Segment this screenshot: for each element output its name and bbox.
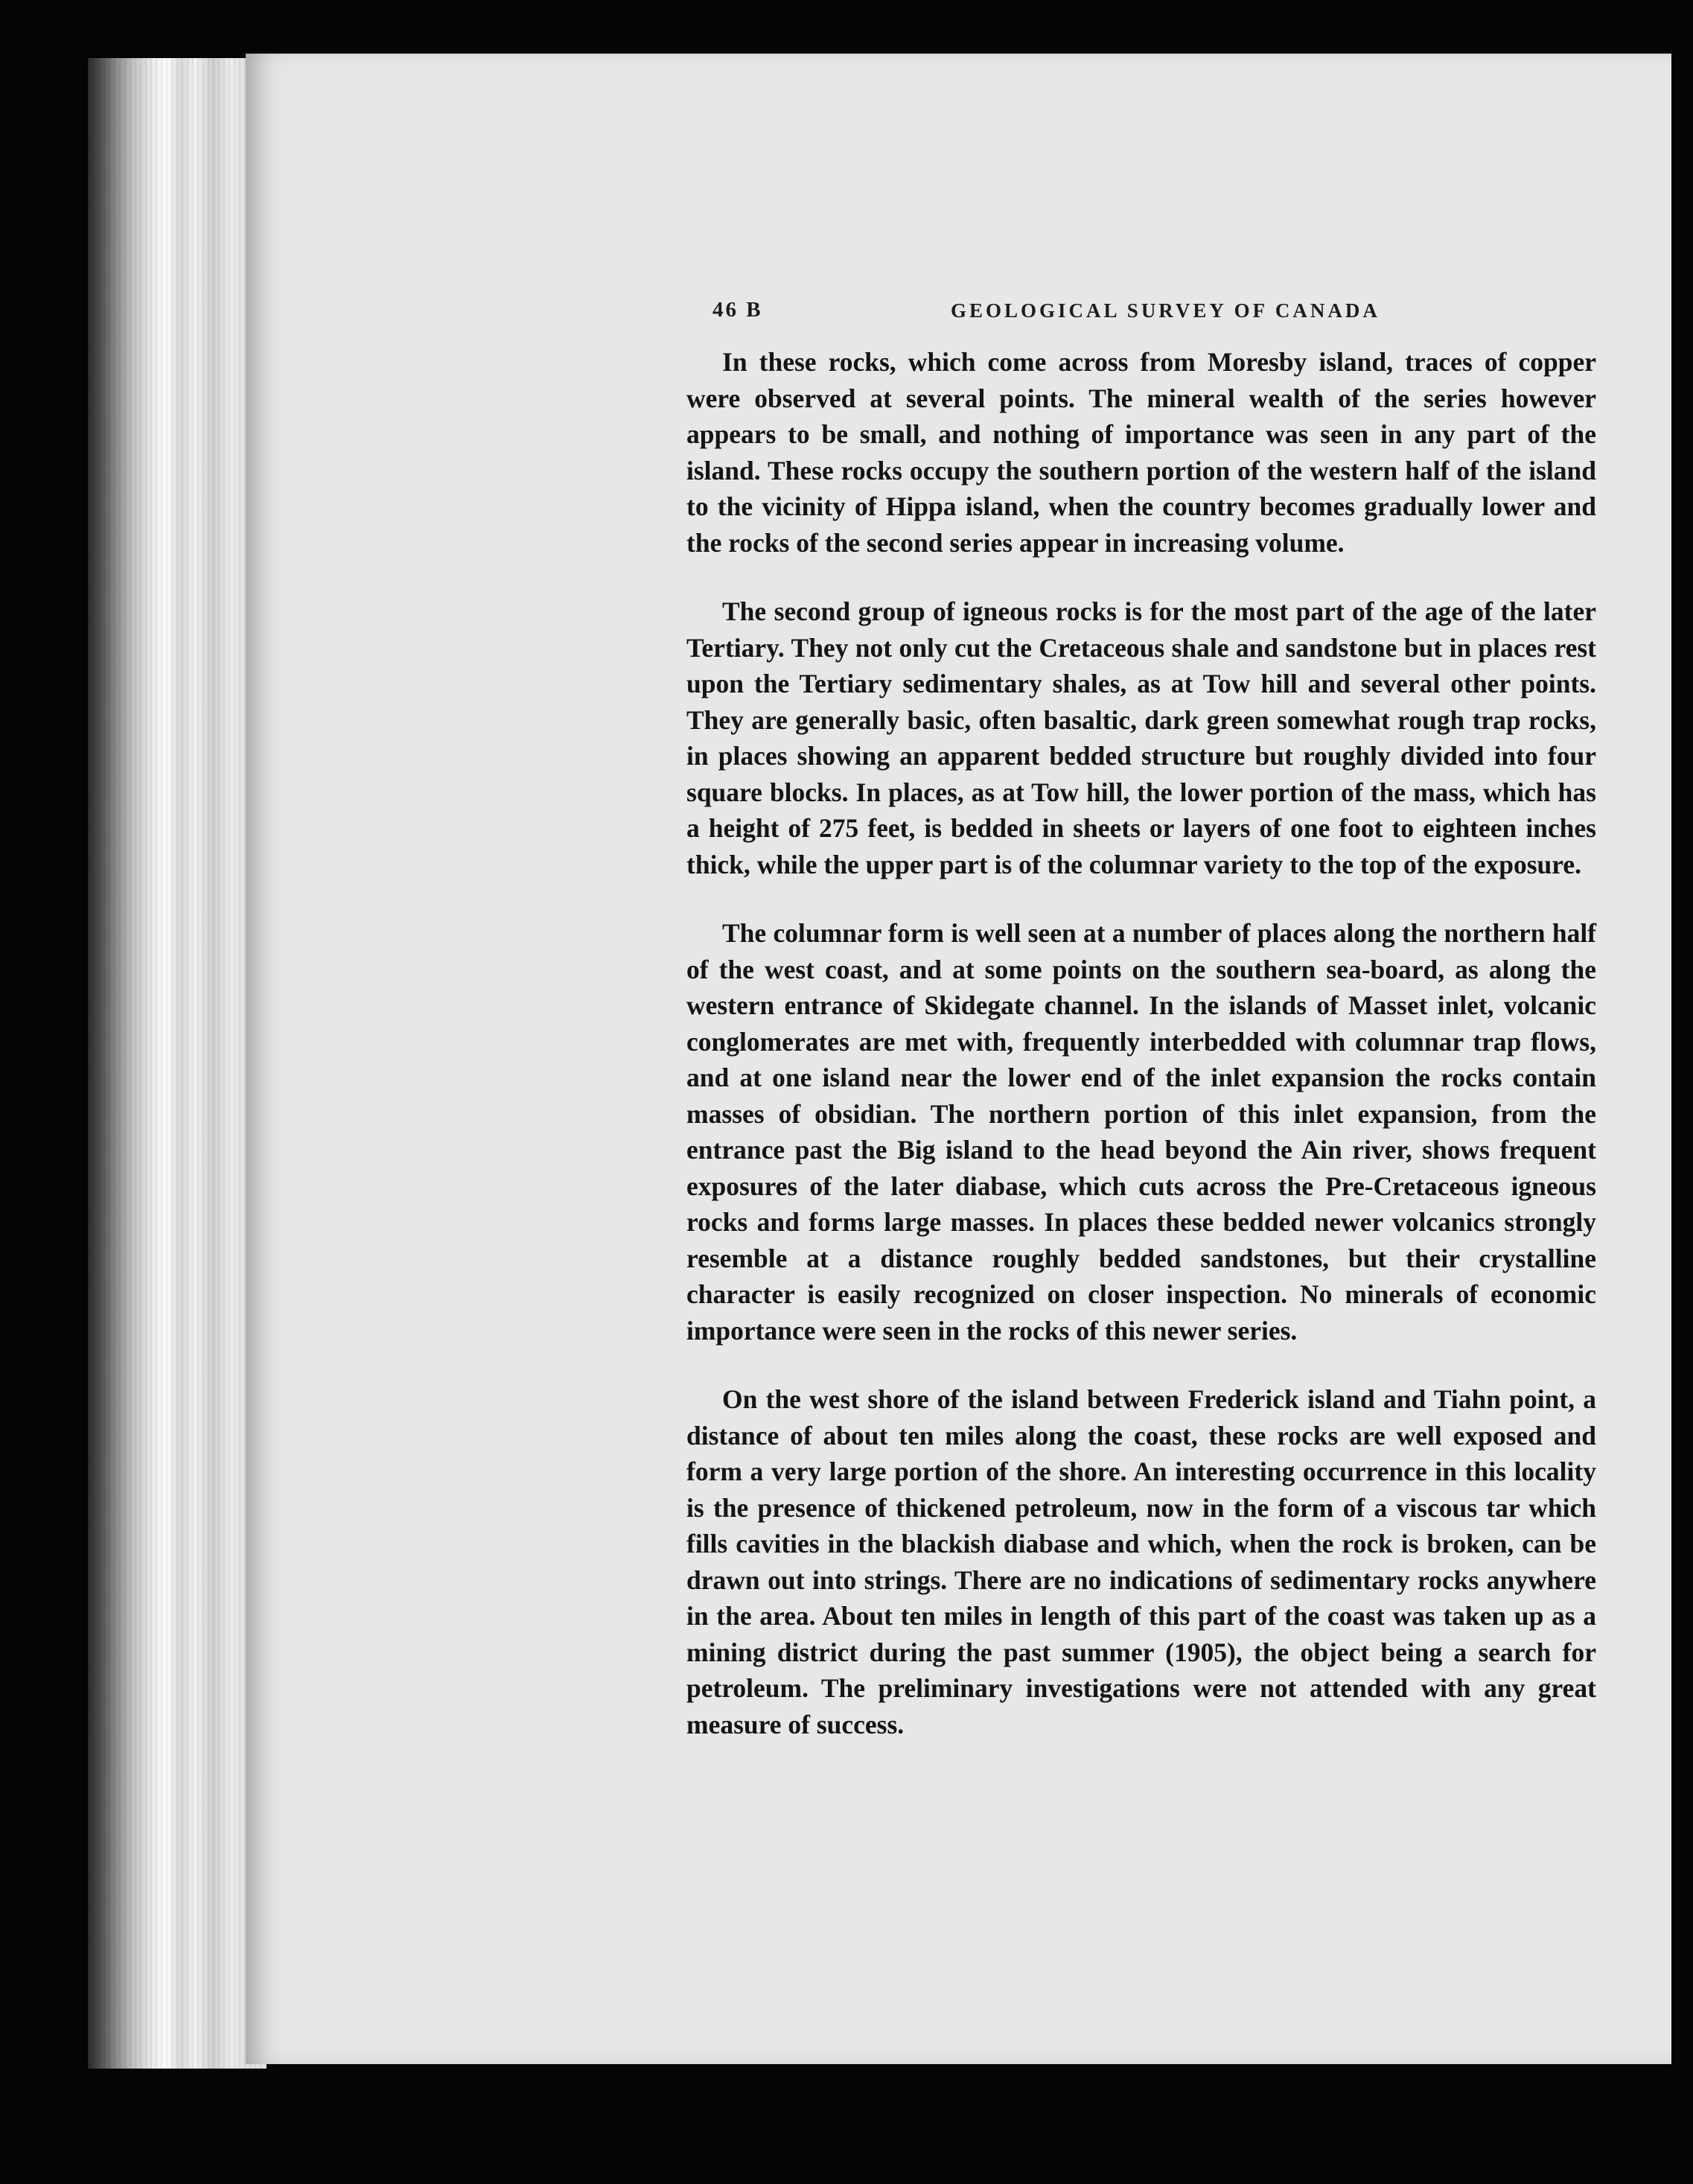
paragraph: In these rocks, which come across from Moresby island, traces of copper were observed at several points. The mineral wealth of the series however appears to be small, and nothing of importance was seen in any part of the island. These rocks occupy the southern portion of the western half of the island to the vicinity of Hippa island, when the country becomes gradually lower and the rocks of the second series appear in increasing volume. (686, 347, 1596, 558)
page-header (712, 298, 1591, 332)
paragraph: On the west shore of the island between Frederick island and Tiahn point, a distance of about ten miles along the coast, these rocks are well exposed and form a very large portion of the shore. An interesting occurrence in this locality is the presence of thickened petroleum, now in the form of a viscous tar which fills cavities in the blackish diabase and which, when the rock is broken, can be drawn out into strings. There are no indications of sedimentary rocks anywhere in the area. About ten miles in length of this part of the coast was taken up as a mining district during the past summer (1905), the object being a search for petroleum. The preliminary investigations were not attended with any great measure of success. (686, 1384, 1596, 1739)
book-page-edges (88, 58, 267, 2069)
paragraph: The columnar form is well seen at a number of places along the northern half of the west coast, and at some points on the southern sea-board, as along the western entrance of Skidegate channel. In the islands of Masset inlet, volcanic conglomerates are met with, frequently interbedded with columnar trap flows, and at one island near the lower end of the inlet expansion the rocks contain masses of obsidian. The northern portion of this inlet expansion, from the entrance past the Big island to the head beyond the Ain river, shows frequent exposures of the later diabase, which cuts across the Pre-Cretaceous igneous rocks and forms large masses. In places these bedded newer volcanics strongly resemble at a distance roughly bedded sandstones, but their crystalline character is easily recognized on closer inspection. No minerals of economic importance were seen in the rocks of this newer series. (686, 918, 1596, 1346)
running-title: GEOLOGICAL SURVEY OF CANADA (951, 299, 1380, 322)
paragraph: The second group of igneous rocks is for the most part of the age of the later Tertiary. They not only cut the Cretaceous shale and sandstone but in places rest upon the Tertiary sedimentary shales, as at Tow hill and several other points. They are generally basic, often basaltic, dark green somewhat rough trap rocks, in places showing an apparent bedded structure but roughly divided into four square blocks. In places, as at Tow hill, the lower portion of the mass, which has a height of 275 feet, is bedded in sheets or layers of one foot to eighteen inches thick, while the upper part is of the columnar variety to the top of the exposure. (686, 596, 1596, 879)
page-number: 46 B (712, 298, 763, 322)
body-text (686, 344, 1596, 1742)
